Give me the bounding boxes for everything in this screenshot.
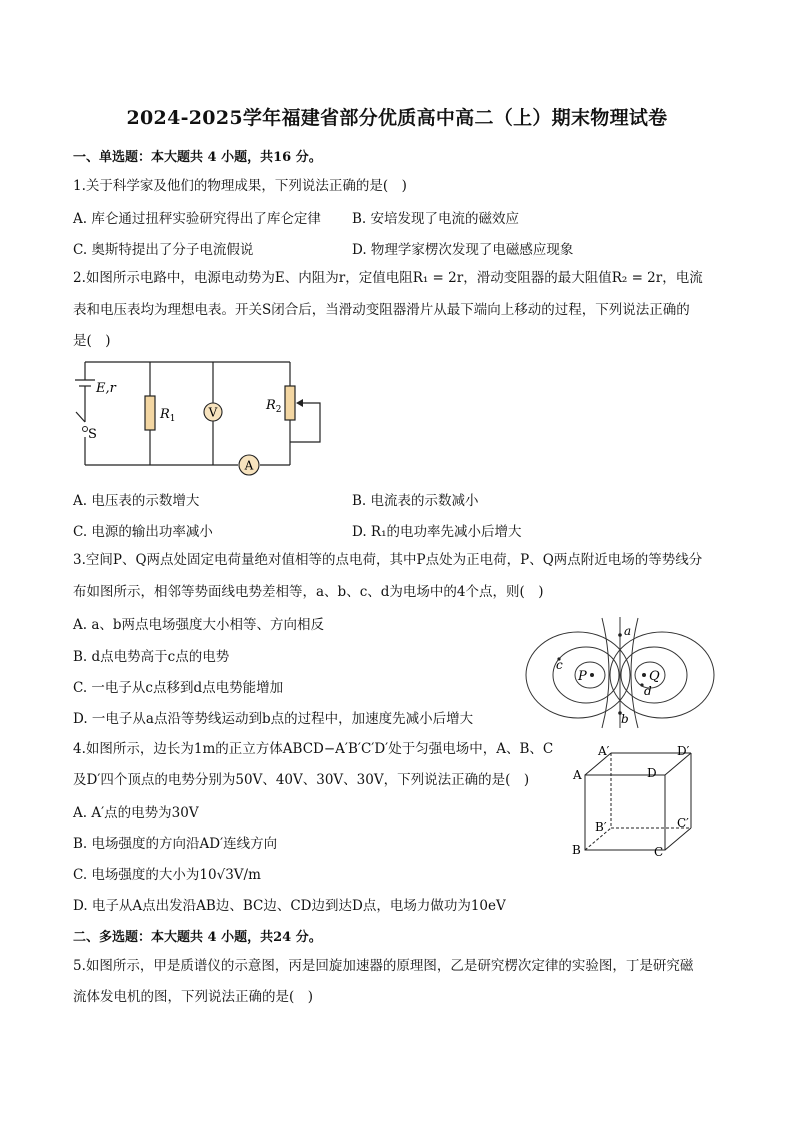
source-label: E,r xyxy=(96,381,116,396)
section-heading-single-choice: 一、单选题：本大题共 4 小题，共16 分。 xyxy=(73,150,322,165)
question-1-option-a: A. 库仑通过扭秤实验研究得出了库仑定律 xyxy=(73,211,321,227)
question-5-stem-line-1: 5.如图所示，甲是质谱仪的示意图，丙是回旋加速器的原理图，乙是研究楞次定律的实验图，丁是研究磁 xyxy=(73,958,694,974)
question-2-stem-line-1: 2.如图所示电路中，电源电动势为E、内阻为r，定值电阻R₁ = 2r，滑动变阻器的最大阻值R₂ = 2r，电流 xyxy=(73,270,703,286)
ammeter-label: A xyxy=(244,458,254,473)
vertex-b-label: B xyxy=(572,843,581,857)
question-3-option-c: C. 一电子从c点移到d点电势能增加 xyxy=(73,680,284,696)
question-3-option-a: A. a、b两点电场强度大小相等、方向相反 xyxy=(73,617,325,633)
voltmeter-label: V xyxy=(208,405,218,420)
question-3-stem-line-1: 3.空间P、Q两点处固定电荷量绝对值相等的点电荷，其中P点处为正电荷，P、Q两点附近电场的等势线分 xyxy=(73,552,703,568)
section-heading-multiple-choice: 二、多选题：本大题共 4 小题，共24 分。 xyxy=(73,930,322,945)
r1-label: $R_1$ xyxy=(160,407,176,424)
question-3-equipotential-diagram xyxy=(520,615,720,730)
charge-p-label: P xyxy=(578,669,587,684)
question-2-stem-line-3: 是( ) xyxy=(73,333,111,349)
point-a-label: a xyxy=(624,624,632,638)
question-2-option-d: D. R₁的电功率先减小后增大 xyxy=(352,524,522,540)
vertex-d-label: D xyxy=(647,766,657,780)
question-4-option-b: B. 电场强度的方向沿AD′连线方向 xyxy=(73,836,278,852)
vertex-d1-label: D′ xyxy=(677,744,690,758)
vertex-c-label: C xyxy=(654,845,664,859)
switch-label: S xyxy=(88,427,97,442)
question-1-option-c: C. 奥斯特提出了分子电流假说 xyxy=(73,242,254,258)
question-3-option-b: B. d点电势高于c点的电势 xyxy=(73,649,230,665)
question-4-cube-diagram xyxy=(565,740,705,860)
question-4-stem-line-2: 及D′四个顶点的电势分别为50V、40V、30V、30V，下列说法正确的是( ) xyxy=(73,772,530,788)
vertex-c1-label: C′ xyxy=(677,816,689,830)
question-4-option-d: D. 电子从A点出发沿AB边、BC边、CD边到达D点，电场力做功为10eV xyxy=(73,898,506,914)
question-2-option-b: B. 电流表的示数减小 xyxy=(352,493,479,509)
question-2-stem-line-2: 表和电压表均为理想电表。开关S闭合后，当滑动变阻器滑片从最下端向上移动的过程，下列说法正确的 xyxy=(73,302,690,318)
point-b-label: b xyxy=(621,712,629,726)
vertex-a-label: A xyxy=(573,768,582,782)
question-1-option-b: B. 安培发现了电流的磁效应 xyxy=(352,211,520,227)
page-title: 2024-2025学年福建省部分优质高中高二（上）期末物理试卷 xyxy=(126,107,668,129)
vertex-a1-label: A′ xyxy=(598,744,610,758)
question-1-stem: 1.关于科学家及他们的物理成果，下列说法正确的是( ) xyxy=(73,178,407,194)
question-3-option-d: D. 一电子从a点沿等势线运动到b点的过程中，加速度先减小后增大 xyxy=(73,711,474,727)
question-4-option-a: A. A′点的电势为30V xyxy=(73,805,199,821)
vertex-b1-label: B′ xyxy=(595,820,607,834)
point-d-label: d xyxy=(644,684,652,698)
question-2-option-a: A. 电压表的示数增大 xyxy=(73,493,200,509)
point-c-label: c xyxy=(556,658,563,672)
charge-q-label: Q xyxy=(649,669,660,684)
question-1-option-d: D. 物理学家楞次发现了电磁感应现象 xyxy=(352,242,574,258)
question-5-stem-line-2: 流体发电机的图，下列说法正确的是( ) xyxy=(73,989,314,1005)
question-4-option-c: C. 电场强度的大小为10√3V/m xyxy=(73,867,261,883)
question-2-circuit-diagram xyxy=(70,352,335,480)
question-3-stem-line-2: 布如图所示，相邻等势面线电势差相等，a、b、c、d为电场中的4个点，则( ) xyxy=(73,584,544,600)
question-4-stem-line-1: 4.如图所示，边长为1m的正立方体ABCD−A′B′C′D′处于匀强电场中，A、B、C xyxy=(73,741,554,757)
question-2-option-c: C. 电源的输出功率减小 xyxy=(73,524,213,540)
r2-label: $R_2$ xyxy=(266,398,282,415)
